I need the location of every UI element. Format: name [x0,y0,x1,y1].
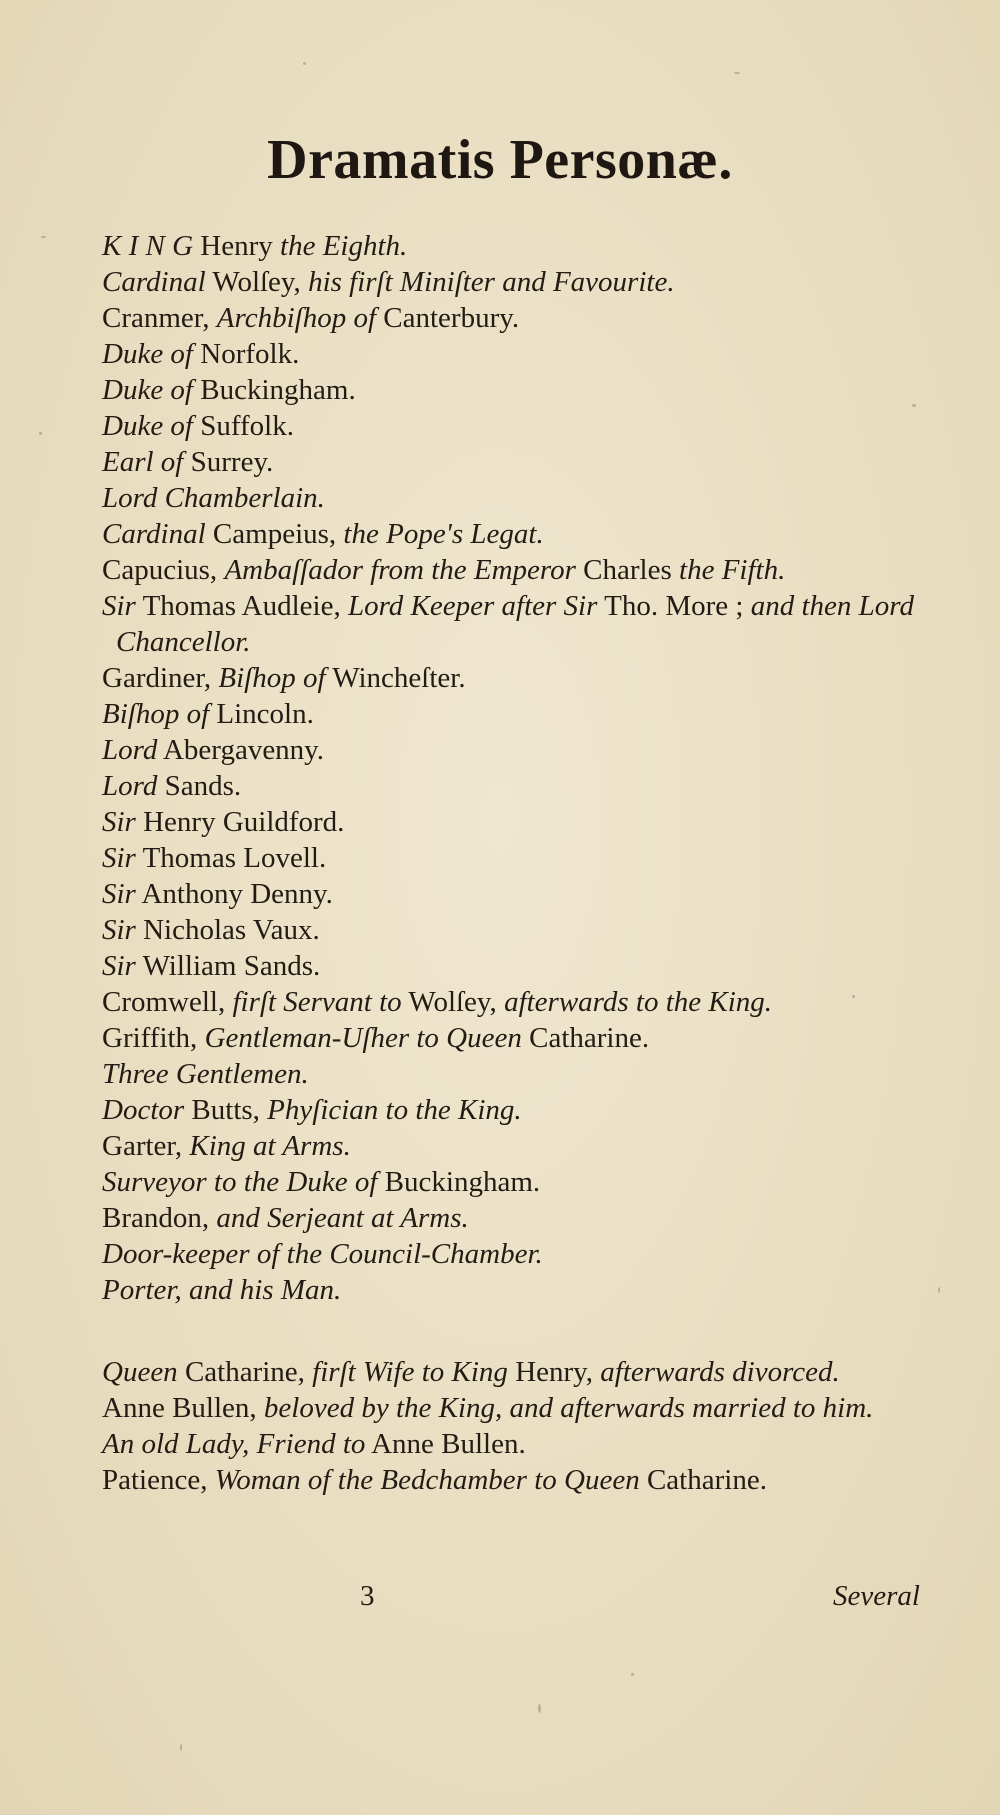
cast-entry [102,444,932,480]
cast-entry [102,984,932,1020]
cast-entry-roman-text: Garter, [102,1130,190,1162]
cast-entry-italic-text: the Eighth. [280,230,408,262]
cast-entry-roman-text: Capucius, [102,554,225,586]
cast-entry-roman-text: Wolſey, [205,266,309,298]
cast-entry [102,264,932,300]
cast-entry-italic-text: Surveyor to the Duke of [102,1166,378,1198]
cast-entry-roman-text: Abergavenny. [157,734,325,766]
cast-entry-italic-text: beloved by the King, and afterwards married to him. [263,1392,874,1424]
cast-entry [102,1236,932,1272]
cast-entry [102,516,932,552]
cast-entry-italic-text: Cardinal [102,266,206,298]
cast-entry [102,408,932,444]
cast-entry-italic-text: An old Lady, Friend to [102,1428,366,1460]
cast-entry-roman-text: Henry, [507,1356,601,1388]
cast-entry-italic-text: Sir [102,950,136,982]
cast-entry-roman-text: William Sands. [135,950,321,982]
cast-entry-roman-text: Campeius, [205,518,344,550]
cast-entry [102,552,932,588]
cast-entry-italic-text: Phyſician to the King. [267,1094,522,1126]
cast-entry-roman-text: Butts, [184,1094,268,1126]
cast-entry [102,1272,932,1308]
cast-entry-italic-text: Sir [102,878,136,910]
cast-entry-italic-text: Door-keeper of the Council-Chamber. [102,1238,543,1270]
cast-entry [102,948,932,984]
cast-entry-italic-text: Ambaſſador from the Emperor [224,554,576,586]
paper-speck [852,995,855,998]
cast-entry-roman-text: Suffolk. [193,410,294,442]
cast-entry-roman-text: Catharine, [177,1356,313,1388]
cast-entry-italic-text: Doctor [102,1094,185,1126]
cast-entry [102,336,932,372]
cast-entry-italic-text: Lord [102,734,158,766]
page-number: 3 [360,1580,375,1612]
cast-entry [102,660,932,696]
cast-entry-italic-text: Cardinal [102,518,206,550]
cast-entry-roman-text: Catharine. [521,1022,650,1054]
paper-speck [734,72,740,74]
paper-speck [41,236,46,238]
cast-entry-italic-text: Sir [102,914,136,946]
paper-speck [180,1744,182,1751]
cast-list [102,228,932,1498]
cast-entry-roman-text: Norfolk. [193,338,300,370]
cast-entry [102,1354,932,1390]
cast-entry-roman-text: Griffith, [102,1022,205,1054]
cast-entry-italic-text: the Fifth. [679,554,786,586]
paper-speck [538,1704,541,1713]
cast-entry-roman-text: Thomas Lovell. [135,842,327,874]
cast-entry-italic-text: Biſhop of [102,698,210,730]
cast-entry [102,1092,932,1128]
cast-entry [102,840,932,876]
cast-entry-roman-text: Canterbury. [376,302,520,334]
cast-entry-italic-text: Sir [102,590,136,622]
cast-entry-roman-text: Patience, [102,1464,215,1496]
section-gap [102,1308,932,1354]
cast-entry [102,1200,932,1236]
cast-entry-italic-text: Lord Chamberlain. [102,482,325,514]
cast-entry-italic-text: the Pope's Legat. [343,518,544,550]
cast-entry-italic-text: firſt Wife to King [312,1356,508,1388]
cast-entry-italic-text: Woman of the Bedchamber to Queen [214,1464,640,1496]
cast-entry-roman-text: Surrey. [183,446,274,478]
cast-entry [102,732,932,768]
cast-entry-italic-text: Queen [102,1356,178,1388]
cast-entry-italic-text: afterwards to the King. [504,986,773,1018]
cast-entry-italic-text: Biſhop of [218,662,326,694]
cast-entry-roman-text: Catharine. [639,1464,767,1496]
cast-entry-roman-text: Lincoln. [209,698,314,730]
cast-entry-italic-text: afterwards divorced. [600,1356,840,1388]
cast-entry-roman-text: Henry Guildford. [135,806,345,838]
cast-list-men [102,228,932,1308]
cast-entry-italic-text: Lord Keeper after Sir [347,590,598,622]
cast-entry [102,1164,932,1200]
paper-speck [39,432,42,435]
paper-speck [631,1673,634,1676]
cast-entry-italic-text: firſt Servant to [232,986,402,1018]
cast-entry-italic-text: Three Gentlemen. [102,1058,309,1090]
cast-entry-italic-text: Duke of [102,338,193,370]
cast-entry-italic-text: Gentleman-Uſher to Queen [204,1022,522,1054]
cast-entry-italic-text: K I N G [102,230,194,262]
cast-entry-roman-text: Buckingham. [193,374,356,406]
cast-entry [102,372,932,408]
cast-entry-italic-text: Sir [102,842,136,874]
cast-entry-italic-text: King at Arms. [189,1130,351,1162]
cast-entry-roman-text: Buckingham. [377,1166,541,1198]
cast-entry [102,696,932,732]
cast-entry-italic-text: Porter, [102,1274,189,1306]
cast-entry-italic-text: and Serjeant at Arms. [216,1202,469,1234]
cast-entry-italic-text: his firſt Miniſter and Favourite. [308,266,675,298]
cast-entry-italic-text: Duke of [102,410,193,442]
cast-entry-roman-text: Wolſey, [401,986,505,1018]
paper-speck [912,404,916,407]
cast-entry-italic-text: and his Man. [189,1274,342,1306]
cast-entry-roman-text: Anne Bullen, [102,1392,264,1424]
cast-entry [102,912,932,948]
cast-entry-roman-text: Cranmer, [102,302,217,334]
cast-entry-roman-text: Brandon, [102,1202,217,1234]
cast-entry-roman-text: Nicholas Vaux. [135,914,320,946]
cast-entry [102,1056,932,1092]
page-title: Dramatis Personæ. [267,129,733,191]
cast-entry-roman-text: Thomas Audleie, [135,590,348,622]
cast-entry-roman-text: Sands. [157,770,242,802]
cast-entry [102,1128,932,1164]
cast-list-women [102,1354,932,1498]
catchword: Several [833,1580,920,1612]
cast-entry-italic-text: Lord [102,770,158,802]
cast-entry-roman-text: Anthony Denny. [135,878,333,910]
cast-entry-italic-text: Earl of [102,446,184,478]
cast-entry-roman-text: Anne Bullen. [365,1428,526,1460]
cast-entry [102,1390,932,1426]
cast-entry [102,1020,932,1056]
cast-entry [102,768,932,804]
cast-entry-italic-text: Sir [102,806,136,838]
cast-entry-roman-text: Gardiner, [102,662,219,694]
cast-entry [102,588,932,660]
cast-entry [102,300,932,336]
cast-entry [102,804,932,840]
cast-entry-italic-text: Duke of [102,374,193,406]
cast-entry-roman-text: Henry [193,230,281,262]
cast-entry [102,1462,932,1498]
paper-speck [303,62,306,65]
cast-entry [102,228,932,264]
cast-entry [102,1426,932,1462]
cast-entry-italic-text: and then Lord Chancellor. [116,590,914,658]
cast-entry [102,480,932,516]
cast-entry-italic-text: Archbiſhop of [216,302,377,334]
cast-entry [102,876,932,912]
paper-speck [938,1287,940,1293]
cast-entry-roman-text: Tho. More ; [597,590,751,622]
cast-entry-roman-text: Cromwell, [102,986,233,1018]
cast-entry-roman-text: Wincheſter. [325,662,466,694]
cast-entry-roman-text: Charles [575,554,680,586]
